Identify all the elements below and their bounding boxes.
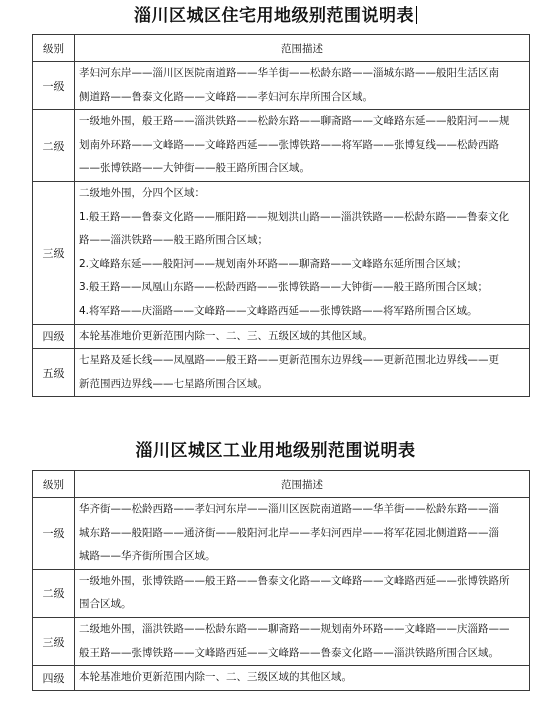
- residential-title-text: 淄川区城区住宅用地级别范围说明表: [134, 6, 414, 26]
- table-row: [33, 181, 530, 324]
- description-line: 孝妇河东岸——淄川区医院南道路——华羊街——松龄东路——淄城东路——般阳生活区南: [79, 67, 499, 79]
- level-cell: 三级: [33, 617, 75, 665]
- description-line: 侧道路——鲁泰文化路——文峰路——孝妇河东岸所围合区域。: [79, 90, 373, 103]
- description-line: 二级地外围，淄洪铁路——松龄东路——聊斋路——规划南外环路——文峰路——庆淄路——: [79, 622, 510, 635]
- description-cell: [75, 498, 530, 570]
- description-line: 七星路及延长线——凤凰路——般王路——更新范围东边界线——更新范围北边界线——更: [79, 354, 499, 367]
- header-level: 级别: [33, 35, 75, 62]
- description-line: 2.文峰路东延——般阳河——规划南外环路——聊斋路——文峰路东延所围合区域；: [79, 257, 468, 270]
- table-row: [33, 324, 530, 349]
- level-cell: 二级: [33, 110, 75, 182]
- description-cell: [75, 62, 530, 110]
- level-cell: 四级: [33, 666, 75, 691]
- description-line: 1.般王路——鲁泰文化路——雁阳路——规划洪山路——淄洪铁路——松龄东路——鲁泰文化: [79, 210, 510, 223]
- residential-level-table: [32, 34, 530, 397]
- description-line: 本轮基准地价更新范围内除一、二、三、五级区域的其他区域。: [79, 329, 373, 342]
- description-line: 般王路——张博铁路——文峰路西延——文峰路——鲁泰文化路——淄洪铁路所围合区域。: [79, 646, 499, 659]
- description-line: 围合区域。: [79, 598, 132, 611]
- description-line: 新范围西边界线——七星路所围合区域。: [79, 377, 268, 390]
- table-row: [33, 62, 530, 110]
- level-cell: 一级: [33, 498, 75, 570]
- description-line: 城路——华齐街所围合区域。: [79, 550, 216, 563]
- residential-title: [0, 5, 551, 27]
- description-line: 划南外环路——文峰路——文峰路西延——张博铁路——将军路——张博复线——松龄西路: [79, 138, 499, 151]
- table-row: [33, 569, 530, 617]
- description-line: ——张博铁路——大钟街——般王路所围合区域。: [79, 162, 310, 175]
- description-line: 3.般王路——凤凰山东路——松龄西路——张博铁路——大钟街——般王路所围合区域；: [79, 281, 489, 294]
- level-cell: 三级: [33, 181, 75, 324]
- description-line: 本轮基准地价更新范围内除一、二、三级区域的其他区域。: [79, 671, 352, 684]
- description-line: 二级地外围，分四个区域：: [79, 186, 205, 199]
- description-line: 城东路——般阳路——通济街——般阳河北岸——孝妇河西岸——将军花园北侧道路——淄: [79, 526, 499, 539]
- table-row: [33, 617, 530, 665]
- text-cursor: [416, 6, 417, 24]
- description-cell: [75, 181, 530, 324]
- level-cell: 二级: [33, 569, 75, 617]
- header-description: 范围描述: [75, 35, 530, 62]
- description-line: 一级地外围，般王路——淄洪铁路——松龄东路——聊斋路——文峰路东延——般阳河——规: [79, 115, 510, 128]
- table-row: [33, 498, 530, 570]
- description-cell: [75, 666, 530, 691]
- table-row: [33, 110, 530, 182]
- level-cell: 四级: [33, 324, 75, 349]
- industrial-level-table: [32, 470, 530, 691]
- level-cell: 一级: [33, 62, 75, 110]
- description-cell: [75, 617, 530, 665]
- description-line: 一级地外围，张博铁路——般王路——鲁泰文化路——文峰路——文峰路西延——张博铁路所: [79, 574, 510, 587]
- header-description: 范围描述: [75, 471, 530, 498]
- description-line: 华齐街——松龄西路——孝妇河东岸——淄川区医院南道路——华羊街——松龄东路——淄: [79, 503, 499, 515]
- table-row: [33, 666, 530, 691]
- header-level: 级别: [33, 471, 75, 498]
- table-header-row: [33, 471, 530, 498]
- table-row: [33, 349, 530, 397]
- table-header-row: [33, 35, 530, 62]
- description-cell: [75, 569, 530, 617]
- description-cell: [75, 324, 530, 349]
- industrial-title-text: 淄川区城区工业用地级别范围说明表: [135, 441, 416, 461]
- description-line: 4.将军路——庆淄路——文峰路——文峰路西延——张博铁路——将军路所围合区域。: [79, 304, 478, 317]
- level-cell: 五级: [33, 349, 75, 397]
- industrial-title: [0, 440, 551, 462]
- description-line: 路——淄洪铁路——般王路所围合区域；: [79, 234, 268, 247]
- description-cell: [75, 110, 530, 182]
- description-cell: [75, 349, 530, 397]
